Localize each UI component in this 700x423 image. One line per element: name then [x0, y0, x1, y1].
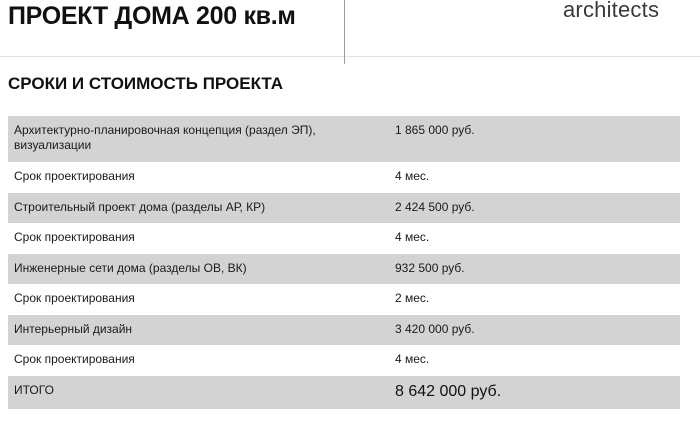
- row-value: 2 мес.: [395, 291, 430, 305]
- table-row: [8, 116, 680, 162]
- row-label: Срок проектирования: [14, 169, 135, 183]
- row-label: Срок проектирования: [14, 230, 135, 244]
- table-row: [8, 345, 680, 376]
- table-row: [8, 315, 680, 346]
- total-row: [8, 376, 680, 409]
- page-title: ПРОЕКТ ДОМА 200 кв.м: [8, 2, 296, 30]
- brand-logo: architects: [563, 0, 660, 22]
- row-label: Архитектурно-планировочная концепция (раздел ЭП), визуализации: [14, 123, 316, 152]
- row-label: Интерьерный дизайн: [14, 321, 133, 336]
- page-header: [0, 0, 700, 57]
- row-value: 932 500 руб.: [395, 260, 465, 275]
- row-value: 1 865 000 руб.: [395, 123, 475, 137]
- row-label: Строительный проект дома (разделы АР, КР): [14, 199, 266, 214]
- row-label: Срок проектирования: [14, 291, 135, 305]
- table-row: [8, 223, 680, 254]
- row-value: 4 мес.: [395, 352, 430, 366]
- table-row: [8, 284, 680, 315]
- table-row: [8, 254, 680, 285]
- row-value: 4 мес.: [395, 230, 430, 244]
- header-divider: [344, 0, 345, 64]
- row-label: Инженерные сети дома (разделы ОВ, ВК): [14, 260, 247, 275]
- row-value: 3 420 000 руб.: [395, 321, 475, 336]
- total-value: 8 642 000 руб.: [395, 382, 502, 400]
- table-row: [8, 193, 680, 224]
- row-value: 2 424 500 руб.: [395, 199, 475, 214]
- section-title: СРОКИ И СТОИМОСТЬ ПРОЕКТА: [8, 74, 283, 93]
- total-label: ИТОГО: [14, 382, 54, 397]
- row-value: 4 мес.: [395, 169, 430, 183]
- row-label: Срок проектирования: [14, 352, 135, 366]
- table-row: [8, 162, 680, 193]
- price-table: [8, 116, 680, 409]
